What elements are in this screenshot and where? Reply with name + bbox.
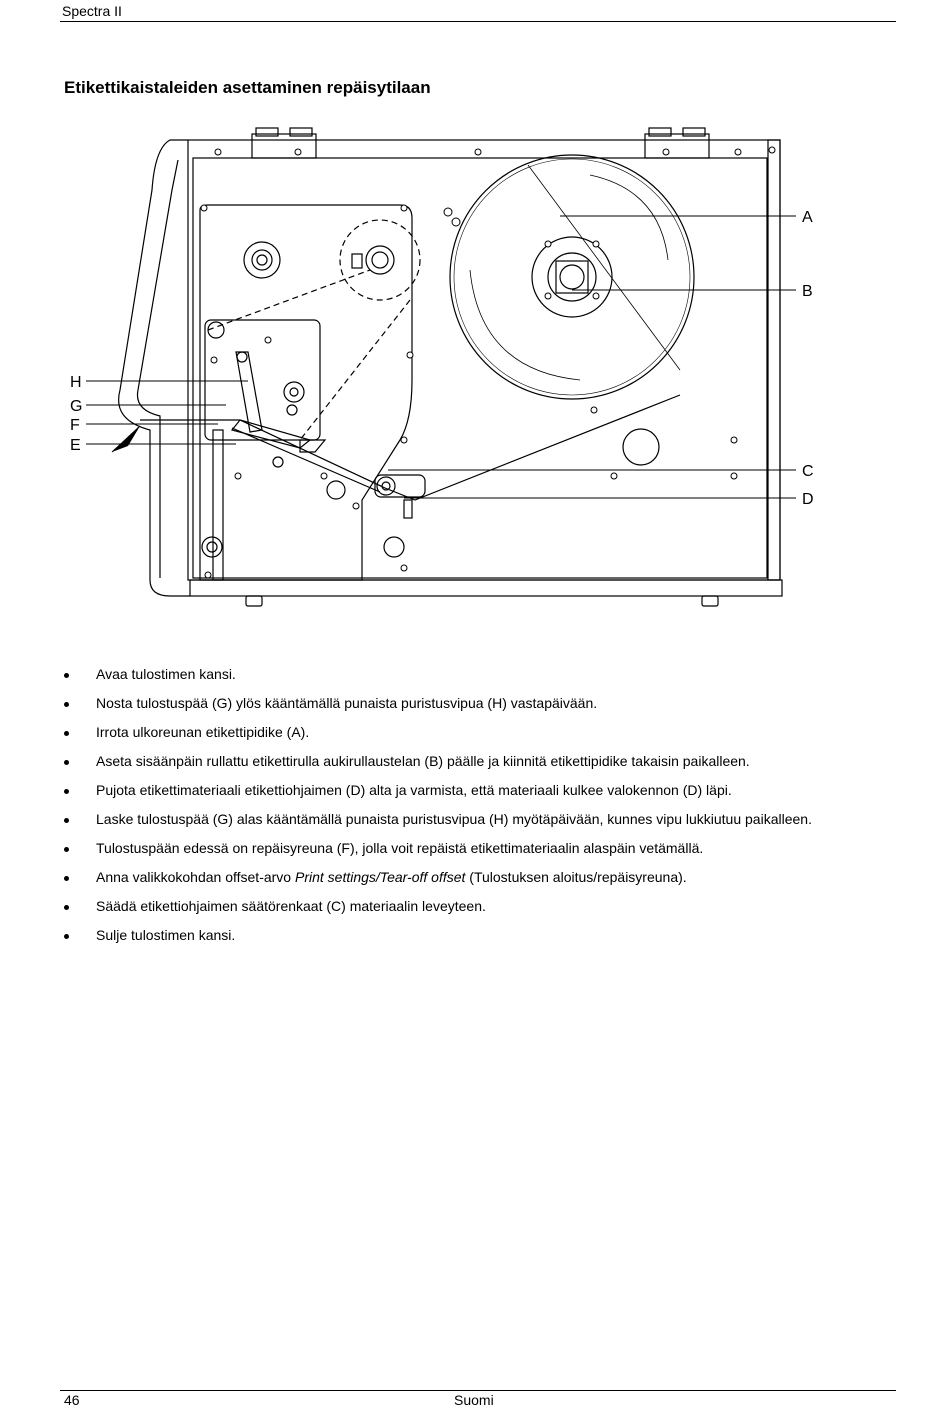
list-item <box>60 694 900 723</box>
page-number: 46 <box>64 1392 80 1408</box>
callout-d: D <box>802 491 814 508</box>
callout-h: H <box>70 374 82 391</box>
bullet-icon <box>64 789 69 794</box>
step-text-before: Anna valikkokohdan offset-arvo <box>96 869 295 885</box>
label-roll <box>450 155 694 399</box>
list-item <box>60 897 900 926</box>
step-text: Aseta sisäänpäin rullattu etikettirulla aukirullaustelan (B) päälle ja kiinnitä etikettipidike takaisin paikalleen. <box>96 753 750 769</box>
running-header: Spectra II <box>62 3 122 19</box>
front-cover <box>119 140 190 596</box>
list-item <box>60 781 900 810</box>
list-item <box>60 723 900 752</box>
footer-rule <box>60 1390 896 1391</box>
callout-c: C <box>802 463 814 480</box>
bullet-icon <box>64 818 69 823</box>
step-text: Avaa tulostimen kansi. <box>96 666 236 682</box>
list-item <box>60 868 900 897</box>
section-title: Etikettikaistaleiden asettaminen repäisytilaan <box>64 78 431 97</box>
callout-f: F <box>70 417 80 434</box>
list-item <box>60 839 900 868</box>
callout-g: G <box>70 398 83 415</box>
instruction-list <box>60 665 900 955</box>
step-text-after: (Tulostuksen aloitus/repäisyreuna). <box>465 869 687 885</box>
list-item <box>60 926 900 955</box>
step-text: Sulje tulostimen kansi. <box>96 927 236 943</box>
menu-path: Print settings/Tear-off offset <box>294 869 466 885</box>
printer-diagram <box>60 125 840 625</box>
side-plate <box>200 205 412 580</box>
step-text: Irrota ulkoreunan etikettipidike (A). <box>96 724 310 740</box>
bullet-icon <box>64 673 69 678</box>
step-text: Laske tulostuspää (G) alas kääntämällä punaista puristusvipua (H) myötäpäivään, kunnes vipu lukkiutuu paikalleen. <box>96 811 812 827</box>
list-item <box>60 665 900 694</box>
bullet-icon <box>64 905 69 910</box>
step-text: Nosta tulostuspää (G) ylös kääntämällä punaista puristusvipua (H) vastapäivään. <box>96 695 598 711</box>
bullet-icon <box>64 876 69 881</box>
hinge-left <box>252 134 316 158</box>
hinge-right <box>645 134 709 158</box>
step-text: Säädä etikettiohjaimen säätörenkaat (C) materiaalin leveyteen. <box>96 898 486 914</box>
printer-housing <box>188 140 780 580</box>
callout-b: B <box>802 283 813 300</box>
step-text: Tulostuspään edessä on repäisyreuna (F), jolla voit repäistä etikettimateriaalin alaspäin vetämällä. <box>96 840 704 856</box>
header-rule <box>60 21 896 22</box>
rewind-roller <box>244 242 280 278</box>
callout-a: A <box>802 209 813 226</box>
footer-language: Suomi <box>454 1392 494 1408</box>
bullet-icon <box>64 847 69 852</box>
unwind-roller <box>532 237 612 317</box>
step-text: Pujota etikettimateriaali etikettiohjaimen (D) alta ja varmista, että materiaali kulkee valokennon (D) läpi. <box>96 782 732 798</box>
list-item <box>60 752 900 781</box>
bullet-icon <box>64 760 69 765</box>
bullet-icon <box>64 702 69 707</box>
callout-e: E <box>70 437 81 454</box>
bullet-icon <box>64 731 69 736</box>
bullet-icon <box>64 934 69 939</box>
list-item <box>60 810 900 839</box>
printer-base <box>190 580 782 596</box>
